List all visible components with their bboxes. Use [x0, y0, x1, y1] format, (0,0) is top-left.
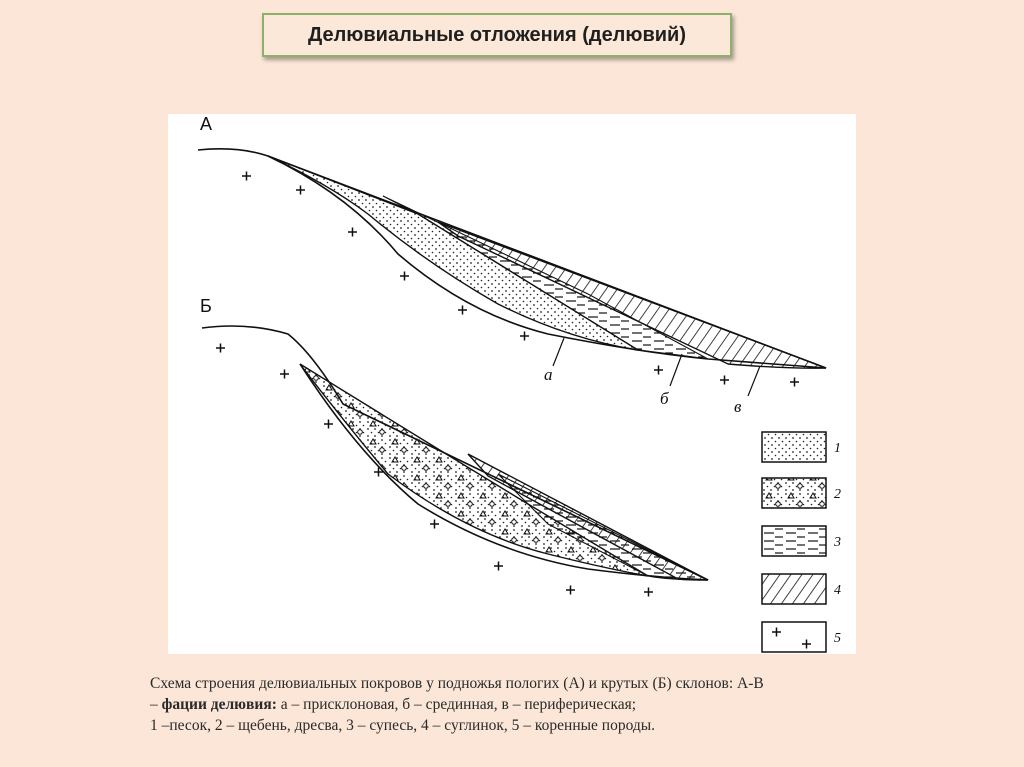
legend-item-4: [762, 574, 841, 604]
leader-v: [748, 366, 760, 396]
loam-icon: [762, 574, 826, 604]
gravel-icon: [762, 478, 826, 508]
legend-num-3: 3: [834, 535, 841, 550]
sand-icon: [762, 432, 826, 462]
sandy-loam-icon: [762, 526, 826, 556]
leader-a: [553, 338, 564, 366]
caption-line-2: – фации делювия: а – присклоновая, б – срединная, в – периферическая;: [150, 696, 637, 713]
caption-line-3: 1 –песок, 2 – щебень, дресва, 3 – супесь, 4 – суглинок, 5 – коренные породы.: [150, 717, 656, 734]
legend-item-2: [762, 478, 841, 508]
diagram-figure: [168, 114, 856, 654]
legend-num-4: 4: [834, 583, 841, 598]
legend-item-3: [762, 526, 841, 556]
deluvium-diagram: [168, 114, 856, 654]
page-title: Делювиальные отложения (делювий): [307, 23, 687, 46]
title-box: [262, 13, 732, 57]
legend-item-1: [762, 432, 841, 462]
caption-line-1: Схема строения делювиальных покровов у подножья пологих (А) и крутых (Б) склонов: А-В: [150, 675, 764, 692]
facies-label-b: б: [660, 389, 669, 408]
legend: [762, 432, 841, 652]
legend-num-2: 2: [834, 487, 841, 502]
label-a: А: [200, 114, 213, 134]
sand-body-a: [268, 156, 638, 350]
legend-num-5: 5: [834, 631, 841, 646]
legend-item-5: [762, 622, 841, 652]
label-b: Б: [200, 296, 212, 316]
caption-facies-heading: фации делювия:: [161, 696, 277, 713]
facies-label-v: в: [734, 397, 742, 416]
legend-num-1: 1: [834, 441, 841, 456]
section-b: [202, 326, 708, 597]
figure-caption: [150, 673, 970, 736]
facies-label-a: а: [544, 365, 553, 384]
bedrock-icon: [762, 622, 826, 652]
leader-b: [670, 354, 682, 386]
section-a: [198, 149, 826, 416]
